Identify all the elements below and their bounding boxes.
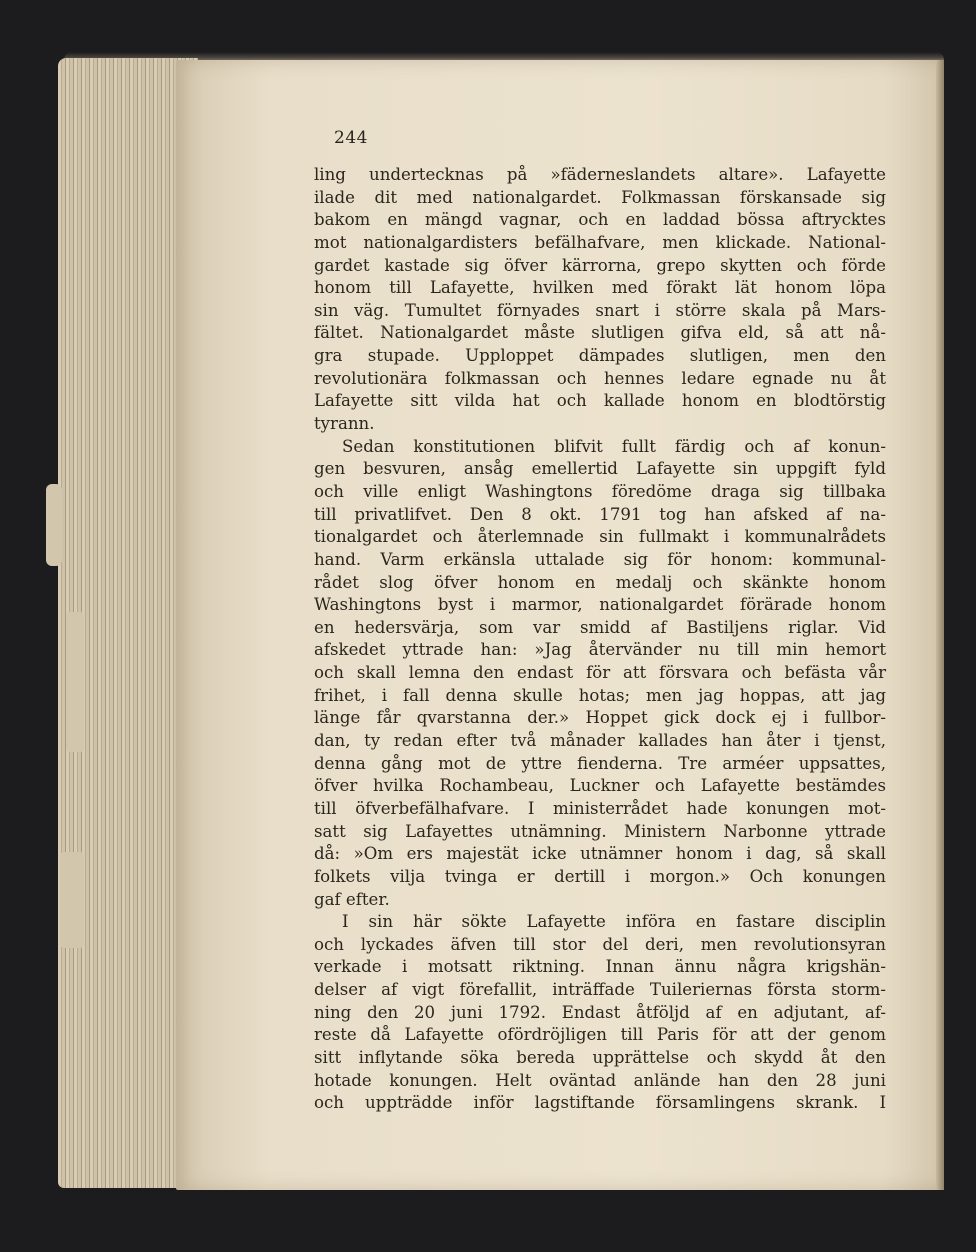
text-line: hotade konungen. Helt oväntad anlände han den 28 juni (314, 1070, 886, 1090)
text-line: delser af vigt förefallit, inträffade Tuileriernas första storm- (314, 980, 886, 1000)
text-line: gra stupade. Upploppet dämpades slutligen, men den (314, 346, 886, 366)
text-line: gen besvuren, ansåg emellertid Lafayette sin uppgift fyld (314, 459, 886, 479)
text-line: en hedersvärja, som var smidd af Bastiljens riglar. Vid (314, 617, 886, 637)
body-text (314, 164, 886, 1115)
page-tab (46, 484, 62, 566)
text-line: och skall lemna den endast för att försvara och befästa vår (314, 663, 886, 683)
text-line: ling undertecknas på »fäderneslandets altare». Lafayette (314, 165, 886, 184)
text-line: rådet slog öfver honom en medalj och skänkte honom (314, 572, 886, 592)
text-line: fältet. Nationalgardet måste slutligen gifva eld, så att nå- (314, 323, 886, 343)
text-line: ning den 20 juni 1792. Endast åtföljd af en adjutant, af- (314, 1002, 886, 1022)
page-tab (66, 612, 84, 752)
text-line: gaf efter. (314, 889, 390, 909)
text-line: sitt inflytande söka bereda upprättelse och skydd åt den (314, 1047, 886, 1067)
page-number: 244 (334, 128, 368, 148)
text-line: och uppträdde inför lagstiftande församlingens skrank. I (314, 1093, 886, 1113)
text-line: revolutionära folkmassan och hennes ledare egnade nu åt (314, 368, 886, 388)
text-line: honom till Lafayette, hvilken med förakt lät honom löpa (314, 278, 886, 298)
text-line: I sin här sökte Lafayette införa en fastare disciplin (342, 912, 886, 932)
text-line: gardet kastade sig öfver kärrorna, grepo skytten och förde (314, 255, 886, 275)
text-line: Sedan konstitutionen blifvit fullt färdig och af konun- (342, 436, 886, 456)
text-line: till öfverbefälhafvare. I ministerrådet hade konungen mot- (314, 798, 886, 818)
text-line: ilade dit med nationalgardet. Folkmassan förskansade sig (314, 187, 886, 207)
text-line: till privatlifvet. Den 8 okt. 1791 tog han afsked af na- (314, 504, 886, 524)
text-line: dan, ty redan efter två månader kallades han åter i tjenst, (314, 731, 886, 751)
text-line: denna gång mot de yttre fienderna. Tre arméer uppsattes, (314, 753, 886, 773)
page-tab (60, 852, 84, 948)
text-line: Lafayette sitt vilda hat och kallade honom en blodtörstig (314, 391, 886, 411)
text-line: folkets vilja tvinga er dertill i morgon.» Och konungen (314, 866, 886, 886)
text-line: reste då Lafayette ofördröjligen till Paris för att der genom (314, 1025, 886, 1045)
text-line: tionalgardet och återlemnade sin fullmakt i kommunalrådets (314, 527, 886, 547)
text-line: och lyckades äfven till stor del deri, men revolutionsyran (314, 934, 886, 954)
text-line: hand. Varm erkänsla uttalade sig för honom: kommunal- (314, 549, 886, 569)
text-line: då: »Om ers majestät icke utnämner honom i dag, så skall (314, 844, 886, 864)
text-line: och ville enligt Washingtons föredöme draga sig tillbaka (314, 481, 886, 501)
text-line: satt sig Lafayettes utnämning. Ministern Narbonne yttrade (314, 821, 886, 841)
text-line: länge får qvarstanna der.» Hoppet gick dock ej i fullbor- (314, 708, 886, 728)
text-line: öfver hvilka Rochambeau, Luckner och Lafayette bestämdes (314, 776, 886, 796)
text-line: verkade i motsatt riktning. Innan ännu några krigshän- (314, 957, 886, 977)
text-line: bakom en mängd vagnar, och en laddad bössa aftrycktes (314, 210, 886, 230)
page-right-edge (936, 60, 944, 1190)
text-line: afskedet yttrade han: »Jag återvänder nu till min hemort (314, 640, 886, 660)
text-line: frihet, i fall denna skulle hotas; men jag hoppas, att jag (314, 685, 886, 705)
text-line: tyrann. (314, 414, 375, 434)
text-line: Washingtons byst i marmor, nationalgardet förärade honom (314, 595, 886, 615)
text-line: mot nationalgardisters befälhafvare, men klickade. National- (314, 232, 886, 252)
text-line: sin väg. Tumultet förnyades snart i större skala på Mars- (314, 300, 886, 320)
